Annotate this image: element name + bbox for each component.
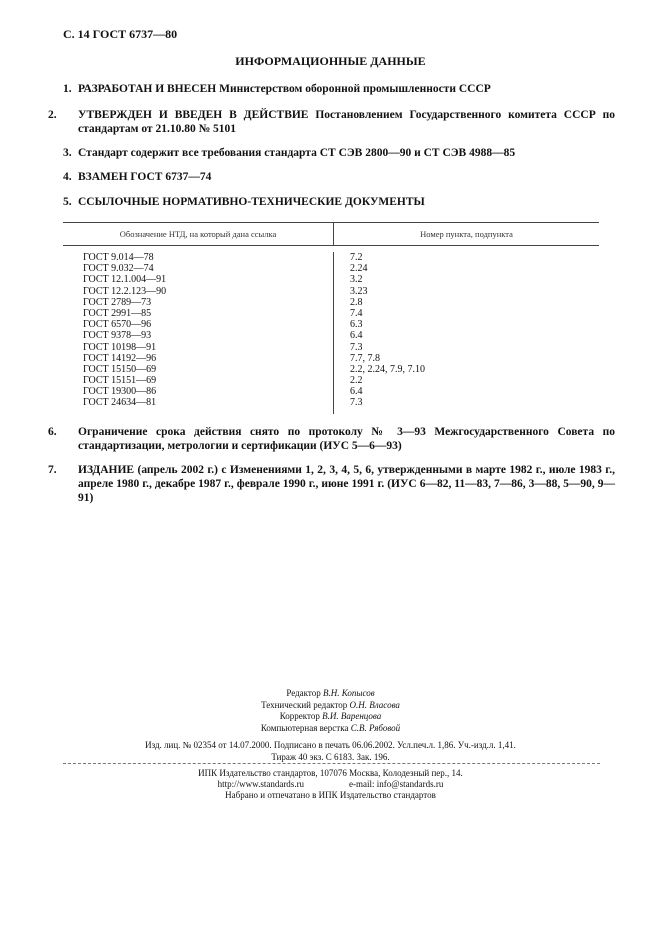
table-cell-doc: ГОСТ 14192—96 (83, 352, 157, 364)
table-cell-doc: ГОСТ 9.014—78 (83, 252, 154, 263)
table-cell-clause: 6.4 (350, 330, 363, 342)
publication-line-1: Изд. лиц. № 02354 от 14.07.2000. Подписано в печать 06.06.2002. Усл.печ.л. 1,86. Уч.-изд.л. 1,41. (145, 740, 516, 750)
table-cell-clause: 7.3 (350, 341, 363, 353)
credit-line (0, 700, 661, 712)
printer-line-1: ИПК Издательство стандартов, 107076 Москва, Колодезный пер., 14. (198, 768, 463, 778)
info-item-6 (48, 425, 615, 453)
credit-role: Корректор (279, 711, 320, 721)
table-cell-doc: ГОСТ 2789—73 (83, 296, 152, 308)
table-cell-clause: 6.3 (350, 319, 363, 331)
publication-line-2: Тираж 40 экз. С 6183. Зак. 196. (271, 751, 390, 762)
item-number: 4. (63, 171, 72, 183)
table-cell-doc: ГОСТ 2991—85 (83, 307, 152, 319)
credit-role: Компьютерная верстка (260, 722, 349, 733)
credit-name: В.И. Варенцова (322, 711, 382, 721)
table-cell-clause: 2.8 (350, 296, 363, 308)
reference-table (63, 222, 599, 414)
printer-info (0, 768, 661, 801)
item-number: 1. (63, 83, 72, 95)
page-header: С. 14 ГОСТ 6737—80 (63, 27, 178, 41)
table-cell-doc: ГОСТ 10198—91 (83, 341, 157, 353)
table-cell-doc: ГОСТ 15150—69 (83, 363, 157, 375)
credit-line (0, 711, 661, 723)
item-number: 3. (63, 147, 72, 159)
table-cell-doc: ГОСТ 12.1.004—91 (83, 274, 167, 286)
printer-line-3: Набрано и отпечатано в ИПК Издательство стандартов (225, 790, 436, 800)
doc-column (63, 252, 334, 414)
item-text: Стандарт содержит все требования стандарта СТ СЭВ 2800—90 и СТ СЭВ 4988—85 (78, 147, 516, 159)
info-item-7 (48, 463, 615, 505)
credit-role: Технический редактор (261, 699, 348, 710)
table-cell-doc: ГОСТ 12.2.123—90 (83, 285, 167, 297)
table-cell-doc: ГОСТ 9.032—74 (83, 263, 154, 275)
item-text: УТВЕРЖДЕН И ВВЕДЕН В ДЕЙСТВИЕ Постановлением Государственного комитета СССР по стандартам от 21.10.80 № 5101 (78, 109, 615, 135)
item-text: ССЫЛОЧНЫЕ НОРМАТИВНО-ТЕХНИЧЕСКИЕ ДОКУМЕНТЫ (78, 196, 425, 208)
table-cell-clause: 7.7, 7.8 (350, 352, 380, 364)
table-cell-doc: ГОСТ 24634—81 (83, 397, 157, 409)
table-cell-clause: 2.24 (350, 263, 368, 275)
credits-block (0, 688, 661, 734)
table-cell-clause: 7.3 (350, 397, 363, 409)
table-cell-clause: 3.2 (350, 274, 363, 286)
table-cell-doc: ГОСТ 9378—93 (83, 330, 152, 342)
table-cell-clause: 6.4 (350, 386, 363, 398)
table-cell-clause: 7.4 (350, 307, 363, 319)
credit-name: С.В. Рябовой (350, 722, 401, 733)
info-item-1 (63, 82, 600, 96)
table-cell-clause: 2.2, 2.24, 7.9, 7.10 (350, 363, 425, 375)
item-number: 6. (48, 426, 57, 438)
item-number: 7. (48, 464, 57, 476)
item-text: РАЗРАБОТАН И ВНЕСЕН Министерством оборонной промышленности СССР (78, 83, 491, 95)
table-cell-doc: ГОСТ 6570—96 (83, 319, 152, 331)
item-text: ИЗДАНИЕ (апрель 2002 г.) с Изменениями 1, 2, 3, 4, 5, 6, утвержденными в марте 1982 г., июле 1983 г., апреле 1980 г., декабре 1987 г., феврале 1990 г., июне 1991 г. (ИУС 6—82, 11—83, 7—86, 3—88, 5—90, 9—91) (78, 464, 615, 504)
item-text: Ограничение срока действия снято по протоколу № 3—93 Межгосударственного Совета по стандартизации, метрологии и сертификации (ИУС 5—6—93) (78, 426, 615, 452)
table-cell-doc: ГОСТ 15151—69 (83, 375, 157, 387)
info-item-2 (48, 108, 615, 136)
table-body (63, 246, 599, 414)
header-doc: Обозначение НТД, на который дана ссылка (63, 223, 334, 245)
credit-name: В.Н. Копысов (323, 688, 375, 698)
item-text: ВЗАМЕН ГОСТ 6737—74 (78, 171, 212, 183)
document-title: ИНФОРМАЦИОННЫЕ ДАННЫЕ (235, 54, 426, 68)
clause-column (334, 252, 599, 414)
info-item-3 (63, 146, 600, 160)
credit-name: О.Н. Власова (349, 699, 400, 710)
credit-line (0, 723, 661, 735)
printer-line-2: http://www.standards.ru e-mail: info@standards.ru (217, 779, 444, 789)
header-clause: Номер пункта, подпункта (420, 229, 513, 239)
item-number: 2. (48, 109, 57, 121)
table-cell-clause: 2.2 (350, 375, 363, 387)
credit-line (0, 688, 661, 700)
info-item-4 (63, 170, 600, 184)
table-header (63, 223, 599, 246)
table-cell-doc: ГОСТ 19300—86 (83, 386, 157, 398)
info-item-5 (63, 195, 600, 209)
credit-role: Редактор (286, 688, 321, 698)
table-cell-clause: 7.2 (350, 252, 363, 263)
publication-info (0, 740, 661, 763)
item-number: 5. (63, 196, 72, 208)
table-cell-clause: 3.23 (350, 285, 368, 297)
divider (63, 763, 600, 764)
